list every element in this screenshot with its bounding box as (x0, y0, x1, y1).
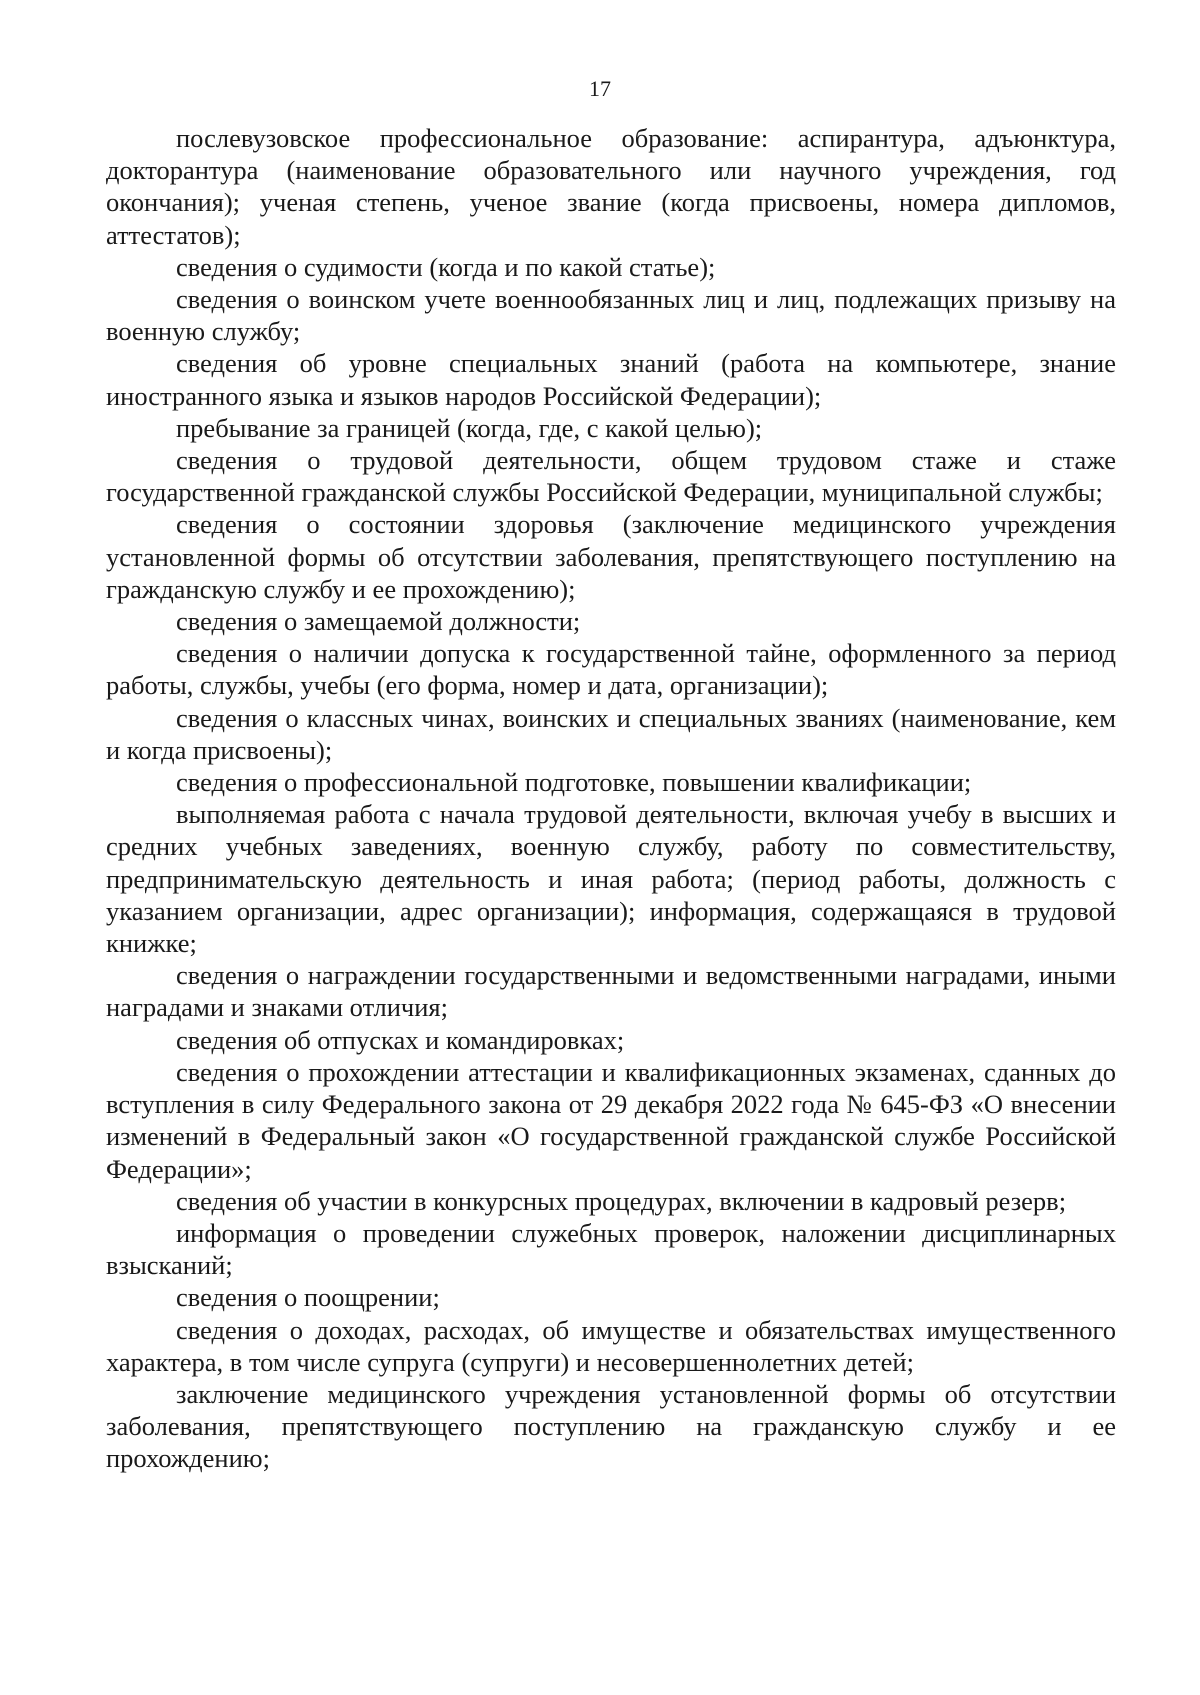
paragraph: сведения о замещаемой должности; (176, 606, 581, 637)
paragraph: сведения о прохождении аттестации и квалификационных экзаменах, сданных до вступления в силу Федерального закона от 29 декабря 2022 года № 645-ФЗ «О внесении изменений в Федеральный закон «О государственной гражданской службе Российской Федерации»; (106, 1056, 1116, 1184)
paragraph: информация о проведении служебных проверок, наложении дисциплинарных взысканий; (106, 1217, 1116, 1281)
paragraph: сведения о доходах, расходах, об имуществе и обязательствах имущественного характера, в том числе супруга (супруги) и несовершеннолетних детей; (106, 1314, 1116, 1377)
paragraph: сведения о состоянии здоровья (заключение медицинского учреждения установленной формы об отсутствии заболевания, препятствующего поступлению на гражданскую службу и ее прохождению); (106, 509, 1116, 604)
paragraph: сведения о судимости (когда и по какой статье); (176, 251, 716, 282)
paragraph: послевузовское профессиональное образование: аспирантура, адъюнктура, докторантура (наименование образовательного или научного учреждения, год окончания); ученая степень, ученое звание (когда присвоены, номера дипломов, аттестатов); (106, 123, 1116, 250)
paragraph: сведения о наличии допуска к государственной тайне, оформленного за период работы, службы, учебы (его форма, номер и дата, организации); (106, 638, 1116, 701)
paragraph: сведения о профессиональной подготовке, повышении квалификации; (176, 767, 972, 798)
paragraph: пребывание за границей (когда, где, с какой целью); (176, 412, 763, 443)
paragraph: выполняемая работа с начала трудовой деятельности, включая учебу в высших и средних учебных заведениях, военную службу, работу по совместительству, предпринимательскую деятельность и иная работа; (период работы, должность с указанием организации, адрес организации); информация, содержащаяся в трудовой книжке; (106, 799, 1116, 959)
paragraph: сведения о трудовой деятельности, общем трудовом стаже и стаже государственной гражданской службы Российской Федерации, муниципальной службы; (106, 445, 1116, 508)
paragraph: сведения об уровне специальных знаний (работа на компьютере, знание иностранного языка и языков народов Российской Федерации); (106, 348, 1116, 411)
document-body (106, 122, 1116, 1475)
paragraph: заключение медицинского учреждения установленной формы об отсутствии заболевания, препятствующего поступлению на гражданскую службу и ее прохождению; (106, 1378, 1116, 1474)
page-number: 17 (589, 76, 611, 101)
paragraph: сведения о поощрении; (176, 1282, 440, 1313)
paragraph: сведения о воинском учете военнообязанных лиц и лиц, подлежащих призыву на военную службу; (106, 284, 1116, 347)
paragraph: сведения о награждении государственными и ведомственными наградами, иными наградами и знаками отличия; (106, 960, 1116, 1023)
paragraph: сведения об участии в конкурсных процедурах, включении в кадровый резерв; (176, 1185, 1067, 1216)
paragraph: сведения об отпусках и командировках; (176, 1024, 625, 1055)
paragraph: сведения о классных чинах, воинских и специальных званиях (наименование, кем и когда присвоены); (106, 702, 1116, 765)
